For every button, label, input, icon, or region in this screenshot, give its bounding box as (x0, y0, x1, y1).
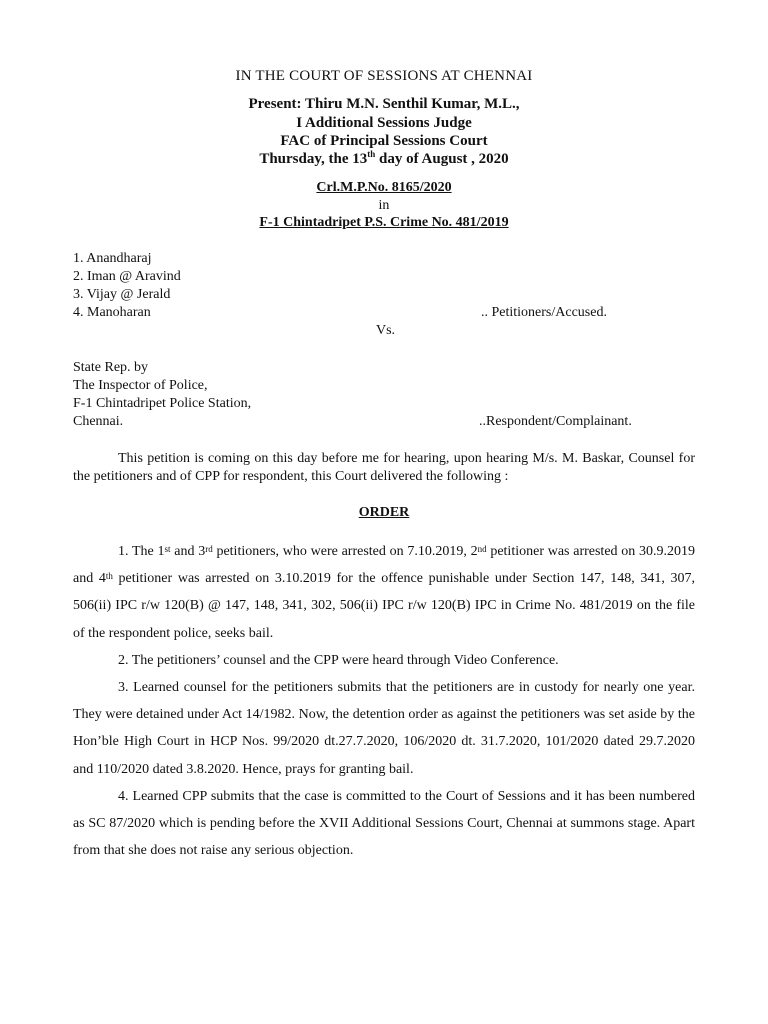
order-body (73, 538, 695, 864)
respondent-line: Chennai. (73, 414, 124, 429)
crime-number: F-1 Chintadripet P.S. Crime No. 481/2019 (259, 215, 509, 230)
order-paragraph-4: 4. Learned CPP submits that the case is committed to the Court of Sessions and it has been numbered as SC 87/2020 which is pending before the XVII Additional Sessions Court, Chennai at summons stage. Apart from that she does not raise any serious objection. (73, 788, 695, 859)
case-in: in (378, 198, 390, 213)
respondent-line: F-1 Chintadripet Police Station, (73, 396, 252, 411)
respondent-role: ..Respondent/Complainant. (479, 414, 632, 429)
para1-sup: st (164, 544, 171, 554)
para1-text: petitioner was arrested on 3.10.2019 for the offence punishable under Section 147, 148, 341, 307, 506(ii) IPC r/w 120(B) @ 147, 148, 341, 302, 506(ii) IPC r/w 120(B) IPC in Crime No. 481/2019 on the file of the respondent police, seeks bail. (73, 571, 696, 641)
fac-designation: FAC of Principal Sessions Court (280, 133, 488, 149)
para1-text: petitioners, who were arrested on 7.10.2019, 2 (212, 544, 478, 559)
case-number: Crl.M.P.No. 8165/2020 (316, 180, 452, 195)
respondent-line: State Rep. by (73, 360, 149, 375)
order-paragraph-3: 3. Learned counsel for the petitioners submits that the petitioners are in custody for nearly one year. They were detained under Act 14/1982. Now, the detention order as against the petitioners was set aside by the Hon’ble High Court in HCP Nos. 99/2020 dt.27.7.2020, 106/2020 dt. 31.7.2020, 101/2020 dated 29.7.2020 and 110/2020 dated 3.8.2020. Hence, prays for granting bail. (73, 680, 695, 777)
presiding-officer: Present: Thiru M.N. Senthil Kumar, M.L., (248, 96, 520, 112)
petitioner-name: 4. Manoharan (73, 305, 151, 320)
judge-designation: I Additional Sessions Judge (296, 115, 472, 131)
petitioner-name: 2. Iman @ Aravind (73, 269, 181, 284)
para1-text: petitioner was arrested on 30.9.2019 and 4 (73, 544, 696, 587)
intro-paragraph: This petition is coming on this day before me for hearing, upon hearing M/s. M. Baskar, Counsel for the petitioners and of CPP for respondent, this Court delivered the following : (73, 451, 695, 484)
hearing-date (0, 151, 768, 168)
petitioners-role: .. Petitioners/Accused. (481, 305, 607, 320)
order-paragraph-2: 2. The petitioners’ counsel and the CPP were heard through Video Conference. (118, 652, 559, 668)
date-suffix: day of August , 2020 (375, 151, 509, 167)
para1-text: 1. The 1 (118, 544, 165, 559)
date-prefix: Thursday, the 13 (259, 151, 368, 167)
respondent-line: The Inspector of Police, (73, 378, 208, 393)
order-heading: ORDER (358, 505, 410, 520)
para1-text: and 3 (170, 544, 206, 559)
para1-sup: nd (477, 544, 487, 554)
petitioner-name: 1. Anandharaj (73, 251, 152, 266)
order-paragraph-1 (73, 538, 695, 647)
date-suffix-sup: th (367, 149, 376, 159)
petitioner-name: 3. Vijay @ Jerald (73, 287, 171, 302)
versus: Vs. (376, 323, 396, 338)
para1-sup: th (105, 571, 113, 582)
para1-sup: rd (205, 544, 213, 554)
court-title: IN THE COURT OF SESSIONS AT CHENNAI (235, 68, 533, 84)
